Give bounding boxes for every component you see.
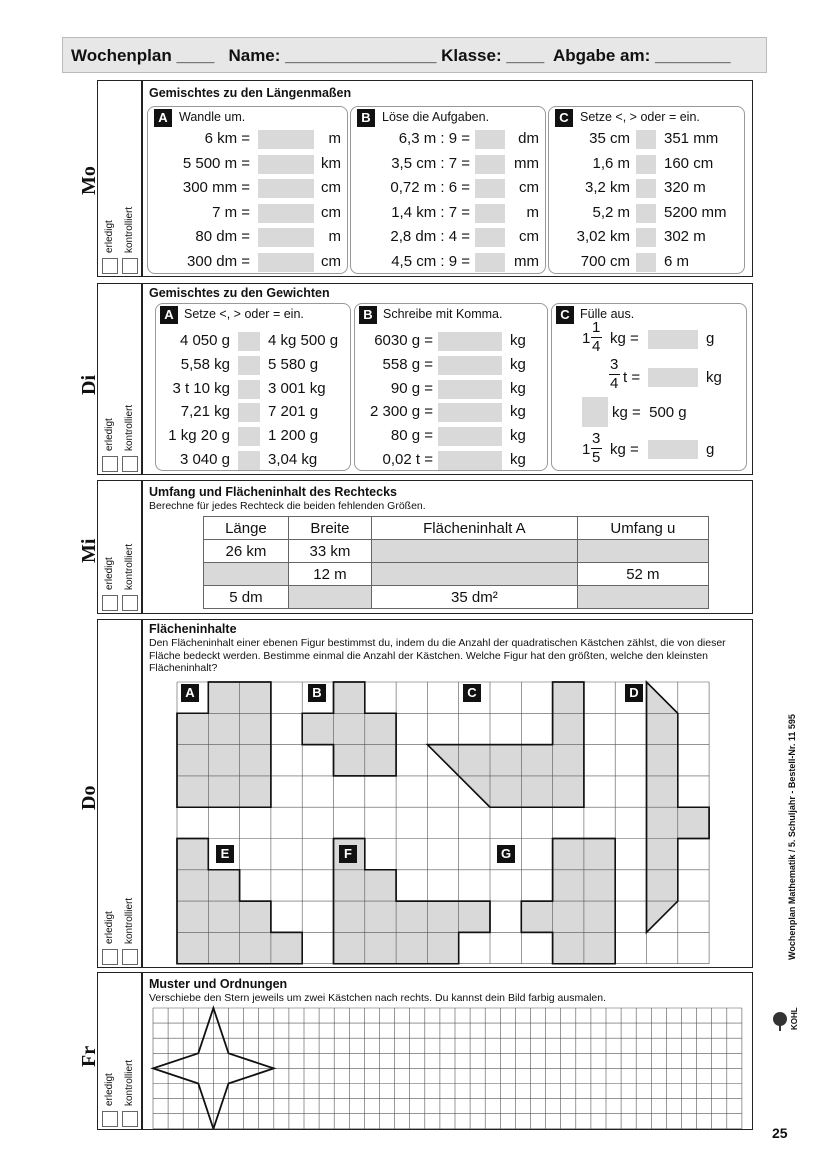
monday-c-left: 700 cm xyxy=(580,253,630,270)
table-cell: 5 dm xyxy=(204,586,289,609)
tuesday-b-term: 2 300 g = xyxy=(370,403,433,421)
table-cell[interactable] xyxy=(204,563,289,586)
monday-c-answer[interactable] xyxy=(636,155,656,174)
rectangle-table xyxy=(203,516,709,609)
monday-b-unit: cm xyxy=(519,179,539,197)
tuesday-a-left: 7,21 kg xyxy=(180,403,230,421)
monday-b-unit: m xyxy=(526,203,539,221)
monday-b-answer[interactable] xyxy=(475,155,505,174)
monday-a-answer[interactable] xyxy=(258,155,314,174)
monday-b-term: 2,8 dm : 4 = xyxy=(390,228,470,246)
day-column-mi xyxy=(97,480,142,614)
tuesday-b-unit: kg xyxy=(510,379,526,397)
tuesday-a-left: 3 040 g xyxy=(179,451,230,468)
table-header-cell: Breite xyxy=(288,517,371,540)
monday-a-answer[interactable] xyxy=(258,228,314,247)
tuesday-b-answer[interactable] xyxy=(438,332,502,351)
tuesday-title: Gemischtes zu den Gewichten xyxy=(149,286,330,300)
tuesday-a-answer[interactable] xyxy=(238,356,260,375)
monday-title: Gemischtes zu den Längenmaßen xyxy=(149,86,352,100)
tuesday-c3-mid: kg = 500 g xyxy=(612,404,687,421)
erledigt-checkbox[interactable] xyxy=(102,456,118,472)
monday-a-term: 300 mm = xyxy=(182,179,250,197)
table-cell[interactable] xyxy=(288,586,371,609)
tuesday-a-right: 7 201 g xyxy=(268,403,319,421)
monday-c-left: 3,2 km xyxy=(584,179,630,197)
monday-c-right: 6 m xyxy=(664,253,690,270)
fraction-numerator: 3 xyxy=(592,430,601,447)
tuesday-a-left: 1 kg 20 g xyxy=(168,427,230,445)
tuesday-c3-answer[interactable] xyxy=(582,397,608,427)
monday-c-right: 351 mm xyxy=(664,130,719,147)
fraction-numerator: 3 xyxy=(610,356,619,373)
monday-instruction-b: Löse die Aufgaben. xyxy=(382,110,490,124)
tuesday-b-term: 0,02 t = xyxy=(382,451,433,468)
header-text: Wochenplan ____ Name: ________________ Klasse: ____ Abgabe am: ________ xyxy=(71,46,731,65)
fraction-numerator: 1 xyxy=(592,319,601,336)
tuesday-b-term: 90 g = xyxy=(390,379,433,397)
figure-label-c: C xyxy=(463,684,481,702)
table-cell: 33 km xyxy=(288,540,371,563)
figure-label-g: G xyxy=(497,845,515,863)
erledigt-label: erledigt xyxy=(104,911,115,944)
fraction-denominator: 4 xyxy=(610,375,619,392)
tuesday-b-answer[interactable] xyxy=(438,403,502,422)
kontrolliert-checkbox[interactable] xyxy=(122,258,138,274)
monday-badge-c: C xyxy=(555,109,573,127)
monday-c-answer[interactable] xyxy=(636,228,656,247)
tuesday-c4-whole: 1 xyxy=(582,441,591,458)
tuesday-a-left: 5,58 kg xyxy=(180,355,230,373)
day-label-di: Di xyxy=(78,375,100,395)
tuesday-a-left: 3 t 10 kg xyxy=(172,379,230,397)
monday-c-right: 160 cm xyxy=(664,154,714,172)
tuesday-a-right: 5 580 g xyxy=(268,355,319,373)
monday-b-answer[interactable] xyxy=(475,253,505,272)
table-cell[interactable] xyxy=(577,540,708,563)
table-header-cell: Länge xyxy=(204,517,289,540)
tuesday-a-left: 4 050 g xyxy=(179,332,230,349)
monday-a-unit: cm xyxy=(321,253,341,270)
tuesday-a-answer[interactable] xyxy=(238,332,260,351)
monday-a-term: 300 dm = xyxy=(187,253,250,270)
table-row xyxy=(204,586,709,609)
page-number: 25 xyxy=(772,1125,788,1141)
tuesday-c1-answer[interactable] xyxy=(648,330,698,349)
monday-c-answer[interactable] xyxy=(636,253,656,272)
tuesday-b-term: 558 g = xyxy=(382,355,433,373)
tuesday-c4-unit: g xyxy=(706,441,715,458)
tuesday-instruction-b: Schreibe mit Komma. xyxy=(383,307,503,321)
monday-a-answer[interactable] xyxy=(258,179,314,198)
kontrolliert-checkbox[interactable] xyxy=(122,1111,138,1127)
tuesday-b-unit: kg xyxy=(510,427,526,445)
monday-c-left: 3,02 km xyxy=(576,228,630,246)
erledigt-checkbox[interactable] xyxy=(102,1111,118,1127)
monday-b-unit: mm xyxy=(514,154,539,172)
monday-b-unit: dm xyxy=(518,130,539,147)
monday-badge-b: B xyxy=(357,109,375,127)
monday-c-left: 5,2 m xyxy=(592,203,630,221)
tuesday-b-unit: kg xyxy=(510,332,526,349)
tuesday-b-unit: kg xyxy=(510,451,526,468)
monday-c-right: 302 m xyxy=(664,228,706,246)
kontrolliert-label: kontrolliert xyxy=(124,897,135,944)
monday-instruction-a: Wandle um. xyxy=(179,110,246,124)
tuesday-badge-b: B xyxy=(359,306,377,324)
monday-a-term: 80 dm = xyxy=(195,228,250,246)
erledigt-label: erledigt xyxy=(104,1073,115,1106)
kontrolliert-checkbox[interactable] xyxy=(122,949,138,965)
day-column-fr xyxy=(97,972,142,1130)
monday-a-term: 7 m = xyxy=(212,203,250,221)
tuesday-instruction-c: Fülle aus. xyxy=(580,307,635,321)
monday-b-term: 1,4 km : 7 = xyxy=(391,203,470,221)
tuesday-c2-answer[interactable] xyxy=(648,368,698,387)
kontrolliert-label: kontrolliert xyxy=(124,206,135,253)
tuesday-a-right: 3,04 kg xyxy=(268,451,318,468)
tuesday-b-answer[interactable] xyxy=(438,356,502,375)
monday-a-unit: cm xyxy=(321,203,341,221)
side-publisher-text: Wochenplan Mathematik / 5. Schuljahr - Bestell-Nr. 11 595 xyxy=(787,714,797,960)
monday-c-answer[interactable] xyxy=(636,204,656,223)
kontrolliert-checkbox[interactable] xyxy=(122,595,138,611)
tuesday-b-unit: kg xyxy=(510,355,526,373)
erledigt-checkbox[interactable] xyxy=(102,949,118,965)
monday-c-answer[interactable] xyxy=(636,130,656,149)
tuesday-badge-c: C xyxy=(556,306,574,324)
tuesday-c2-unit: kg xyxy=(706,369,722,386)
day-label-do: Do xyxy=(78,785,100,810)
day-label-mo: Mo xyxy=(78,165,100,195)
tuesday-a-right: 1 200 g xyxy=(268,427,319,445)
monday-b-answer[interactable] xyxy=(475,204,505,223)
kontrolliert-label: kontrolliert xyxy=(124,404,135,451)
tuesday-b-term: 6030 g = xyxy=(374,332,433,349)
monday-a-unit: m xyxy=(328,228,341,246)
table-header-cell: Umfang u xyxy=(577,517,708,540)
tuesday-c2-mid: t = xyxy=(623,369,641,386)
figure-label-b: B xyxy=(308,684,326,702)
monday-badge-a: A xyxy=(154,109,172,127)
day-label-mi: Mi xyxy=(78,538,100,563)
table-header-row xyxy=(204,517,709,540)
tuesday-a-answer[interactable] xyxy=(238,380,260,399)
monday-b-term: 3,5 cm : 7 = xyxy=(391,154,470,172)
table-header-cell: Flächeninhalt A xyxy=(372,517,578,540)
tuesday-a-right: 4 kg 500 g xyxy=(268,332,339,349)
monday-a-unit: m xyxy=(328,130,341,147)
table-cell: 35 dm² xyxy=(372,586,578,609)
monday-c-left: 35 cm xyxy=(589,130,630,147)
table-row xyxy=(204,563,709,586)
tuesday-a-answer[interactable] xyxy=(238,403,260,422)
kontrolliert-label: kontrolliert xyxy=(124,1059,135,1106)
monday-a-term: 5 500 m = xyxy=(182,154,250,172)
header-bar xyxy=(62,37,767,73)
kontrolliert-label: kontrolliert xyxy=(124,543,135,590)
monday-a-answer[interactable] xyxy=(258,130,314,149)
table-cell: 12 m xyxy=(288,563,371,586)
monday-b-answer[interactable] xyxy=(475,179,505,198)
table-cell: 52 m xyxy=(577,563,708,586)
monday-b-unit: cm xyxy=(519,228,539,246)
tuesday-instruction-a: Setze <, > oder = ein. xyxy=(184,307,304,321)
erledigt-checkbox[interactable] xyxy=(102,258,118,274)
kontrolliert-checkbox[interactable] xyxy=(122,456,138,472)
tuesday-b-answer[interactable] xyxy=(438,427,502,446)
monday-instruction-c: Setze <, > oder = ein. xyxy=(580,110,700,124)
monday-c-left: 1,6 m xyxy=(592,154,630,172)
tuesday-c4-mid: kg = xyxy=(610,441,639,458)
tuesday-c1-mid: kg = xyxy=(610,330,639,347)
table-cell: 26 km xyxy=(204,540,289,563)
erledigt-label: erledigt xyxy=(104,418,115,451)
figure-label-d: D xyxy=(625,684,643,702)
monday-b-term: 4,5 cm : 9 = xyxy=(391,253,470,270)
monday-a-unit: cm xyxy=(321,179,341,197)
table-cell[interactable] xyxy=(577,586,708,609)
monday-c-right: 5200 mm xyxy=(664,203,727,221)
publisher-logo-text: KOHL xyxy=(790,1007,799,1030)
monday-b-unit: mm xyxy=(514,253,539,270)
fraction-denominator: 4 xyxy=(592,338,601,355)
tuesday-c1-whole: 1 xyxy=(582,330,591,347)
wednesday-description: Berechne für jedes Rechteck die beiden fehlenden Größen. xyxy=(149,500,426,512)
thursday-title: Flächeninhalte xyxy=(149,622,237,636)
table-cell[interactable] xyxy=(372,540,578,563)
friday-title: Muster und Ordnungen xyxy=(149,977,288,991)
area-figures-grid xyxy=(140,670,730,970)
tuesday-a-answer[interactable] xyxy=(238,451,260,470)
monday-b-answer[interactable] xyxy=(475,228,505,247)
monday-b-term: 0,72 m : 6 = xyxy=(390,179,470,197)
tuesday-a-answer[interactable] xyxy=(238,427,260,446)
erledigt-label: erledigt xyxy=(104,557,115,590)
friday-description: Verschiebe den Stern jeweils um zwei Kästchen nach rechts. Du kannst dein Bild farbig ausmalen. xyxy=(149,992,606,1004)
erledigt-label: erledigt xyxy=(104,220,115,253)
monday-a-unit: km xyxy=(321,154,341,172)
star-pattern-grid xyxy=(150,1005,750,1129)
fraction-denominator: 5 xyxy=(592,449,601,466)
monday-c-answer[interactable] xyxy=(636,179,656,198)
monday-b-term: 6,3 m : 9 = xyxy=(398,130,470,147)
tuesday-b-answer[interactable] xyxy=(438,380,502,399)
tuesday-c4-answer[interactable] xyxy=(648,440,698,459)
thursday-description: Den Flächeninhalt einer ebenen Figur bestimmst du, indem du die Anzahl der quadratischen Kästchen zählst, die von dieser Fläche bedeckt werden. Bestimme einmal die Anzahl der Kästchen. Welche Figur hat den größten, welche den kleinsten Flächeninhalt? xyxy=(149,637,726,674)
figure-label-a: A xyxy=(181,684,199,702)
tuesday-b-answer[interactable] xyxy=(438,451,502,470)
monday-a-answer[interactable] xyxy=(258,204,314,223)
day-label-fr: Fr xyxy=(78,1045,100,1067)
wednesday-title: Umfang und Flächeninhalt des Rechtecks xyxy=(149,485,397,499)
monday-c-right: 320 m xyxy=(664,179,706,197)
erledigt-checkbox[interactable] xyxy=(102,595,118,611)
tuesday-c1-unit: g xyxy=(706,330,715,347)
tuesday-b-unit: kg xyxy=(510,403,526,421)
tuesday-badge-a: A xyxy=(160,306,178,324)
monday-a-answer[interactable] xyxy=(258,253,314,272)
figure-label-f: F xyxy=(339,845,357,863)
monday-a-term: 6 km = xyxy=(204,130,250,147)
table-cell[interactable] xyxy=(372,563,578,586)
table-row xyxy=(204,540,709,563)
figure-label-e: E xyxy=(216,845,234,863)
monday-b-answer[interactable] xyxy=(475,130,505,149)
tuesday-b-term: 80 g = xyxy=(390,427,433,445)
tuesday-a-right: 3 001 kg xyxy=(268,379,326,397)
